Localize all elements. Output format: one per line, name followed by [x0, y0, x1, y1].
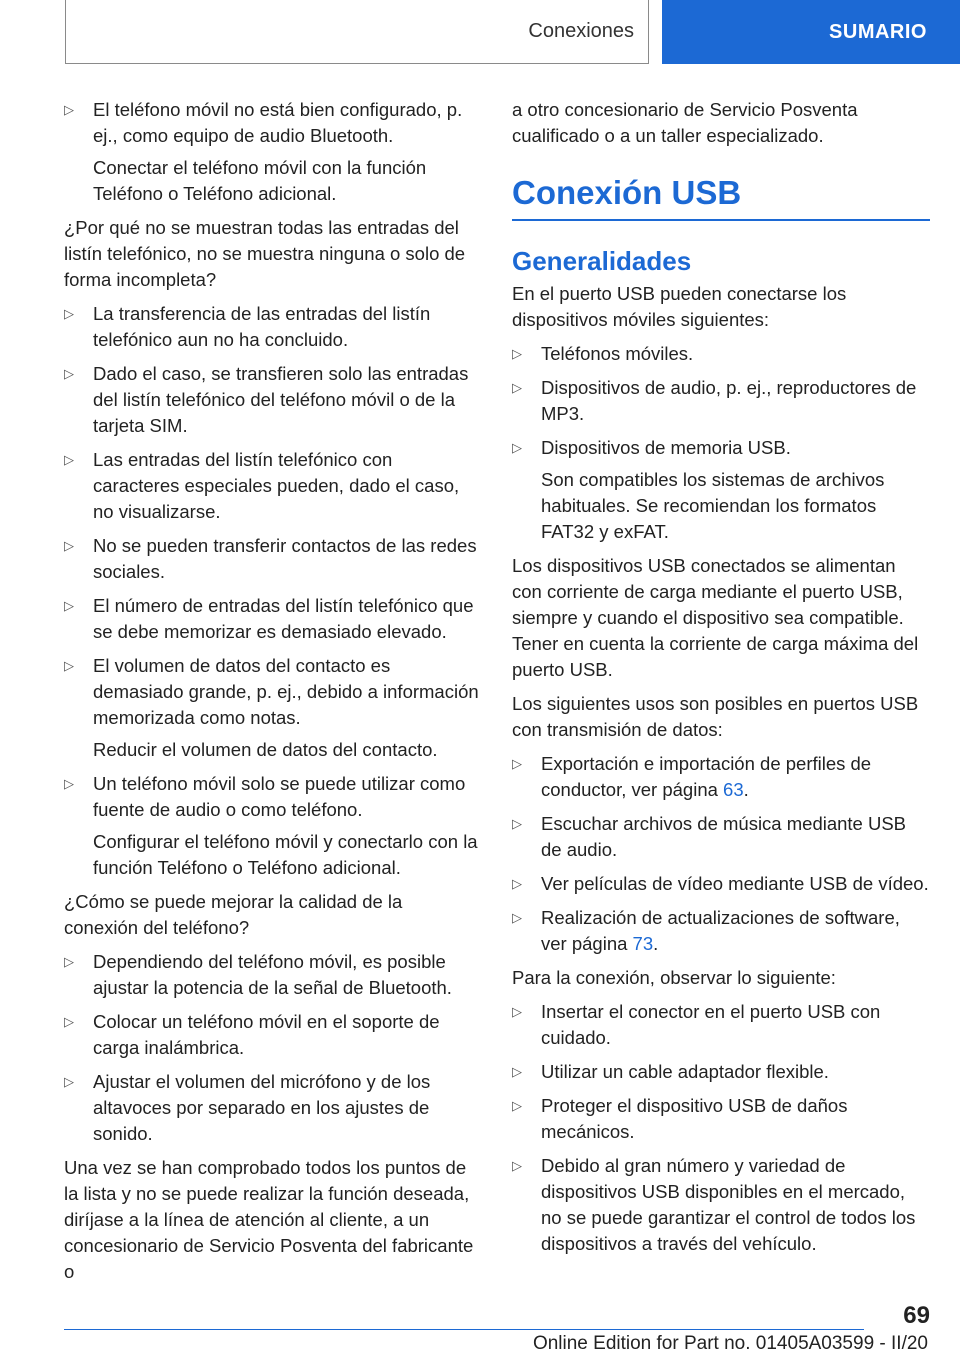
body-text: Los siguientes usos son posibles en puertos USB con transmisión de datos: [512, 693, 919, 740]
list-item: ▷ Las entradas del listín telefónico con caracteres especiales pueden, dado el caso, no visualizarse. [64, 447, 480, 525]
right-column [512, 97, 930, 1263]
section-tab [65, 0, 649, 64]
list-item: ▷ Insertar el conector en el puerto USB con cuidado. [512, 999, 930, 1051]
continuation-text: a otro concesionario de Servicio Posventa cualificado o a un taller especializado. [512, 99, 858, 146]
list-item: ▷ El volumen de datos del contacto es demasiado grande, p. ej., debido a información memorizada como notas. [64, 653, 480, 731]
instruction-text: Reducir el volumen de datos del contacto. [93, 739, 438, 760]
page-number: 69 [903, 1302, 930, 1329]
list-item: ▷ Dependiendo del teléfono móvil, es posible ajustar la potencia de la señal de Bluetooth. [64, 949, 480, 1001]
sumario-label: SUMARIO [829, 20, 927, 43]
body-text: Los dispositivos USB conectados se alimentan con corriente de carga mediante el puerto USB, siempre y cuando el dispositivo sea compatible. Tener en cuenta la corriente de carga máxima del puerto USB. [512, 555, 919, 680]
intro-text: En el puerto USB pueden conectarse los dispositivos móviles siguientes: [512, 283, 847, 330]
footer-divider [64, 1329, 864, 1330]
list-item: ▷ Colocar un teléfono móvil en el soporte de carga inalámbrica. [64, 1009, 480, 1061]
instruction-text: Son compatibles los sistemas de archivos habituales. Se recomiendan los formatos FAT32 y exFAT. [541, 469, 885, 542]
subsection-heading: Generalidades [512, 246, 692, 276]
list-item: ▷ Dado el caso, se transfieren solo las entradas del listín telefónico del teléfono móvil o de la tarjeta SIM. [64, 361, 480, 439]
closing-text: Una vez se han comprobado todos los puntos de la lista y no se puede realizar la función deseada, diríjase a la línea de atención al cliente, a un concesionario de Servicio Posventa del fabricante o [64, 1157, 474, 1282]
footer-edition: Online Edition for Part no. 01405A03599 - II/20 [532, 1333, 928, 1354]
page-link-63[interactable]: 63 [723, 779, 744, 800]
list-item-text: Realización de actualizaciones de software, ver página [541, 907, 900, 954]
list-item: ▷ No se pueden transferir contactos de las redes sociales. [64, 533, 480, 585]
list-item: ▷ El teléfono móvil no está bien configurado, p. ej., como equipo de audio Bluetooth. [64, 97, 480, 149]
list-item: ▷ Ajustar el volumen del micrófono y de los altavoces por separado en los ajustes de sonido. [64, 1069, 480, 1147]
list-item [512, 905, 930, 957]
list-item: ▷ Escuchar archivos de música mediante USB de audio. [512, 811, 930, 863]
list-item: ▷ Proteger el dispositivo USB de daños mecánicos. [512, 1093, 930, 1145]
list-item: ▷ La transferencia de las entradas del listín telefónico aun no ha concluido. [64, 301, 480, 353]
instruction-text: Conectar el teléfono móvil con la función Teléfono o Teléfono adicional. [93, 157, 427, 204]
list-item-end: . [743, 779, 749, 800]
list-item: ▷ Utilizar un cable adaptador flexible. [512, 1059, 930, 1085]
list-item [512, 751, 930, 803]
question-text: ¿Cómo se puede mejorar la calidad de la conexión del teléfono? [64, 891, 403, 938]
list-item: ▷ El número de entradas del listín telefónico que se debe memorizar es demasiado elevado. [64, 593, 480, 645]
section-title: Conexiones [528, 20, 634, 42]
list-item: ▷ Teléfonos móviles. [512, 341, 930, 367]
section-heading: Conexión USB [512, 171, 930, 221]
left-column [64, 97, 480, 1291]
body-text: Para la conexión, observar lo siguiente: [512, 967, 836, 988]
sumario-button[interactable] [662, 0, 960, 64]
list-item: ▷ Ver películas de vídeo mediante USB de vídeo. [512, 871, 930, 897]
list-item: ▷ Un teléfono móvil solo se puede utilizar como fuente de audio o como teléfono. [64, 771, 480, 823]
page-link-73[interactable]: 73 [632, 933, 654, 954]
question-text: ¿Por qué no se muestran todas las entradas del listín telefónico, no se muestra ninguna o solo de forma incompleta? [64, 217, 466, 290]
list-item: ▷ Dispositivos de audio, p. ej., reproductores de MP3. [512, 375, 930, 427]
list-item-text: Exportación e importación de perfiles de conductor, ver página [541, 753, 872, 800]
list-item: ▷ Debido al gran número y variedad de dispositivos USB disponibles en el mercado, no se puede garantizar el control de todos los dispositivos a través del vehículo. [512, 1153, 930, 1257]
instruction-text: Configurar el teléfono móvil y conectarlo con la función Teléfono o Teléfono adicional. [93, 831, 478, 878]
list-item: ▷ Dispositivos de memoria USB. [512, 435, 930, 461]
list-item-end: . [653, 933, 659, 954]
